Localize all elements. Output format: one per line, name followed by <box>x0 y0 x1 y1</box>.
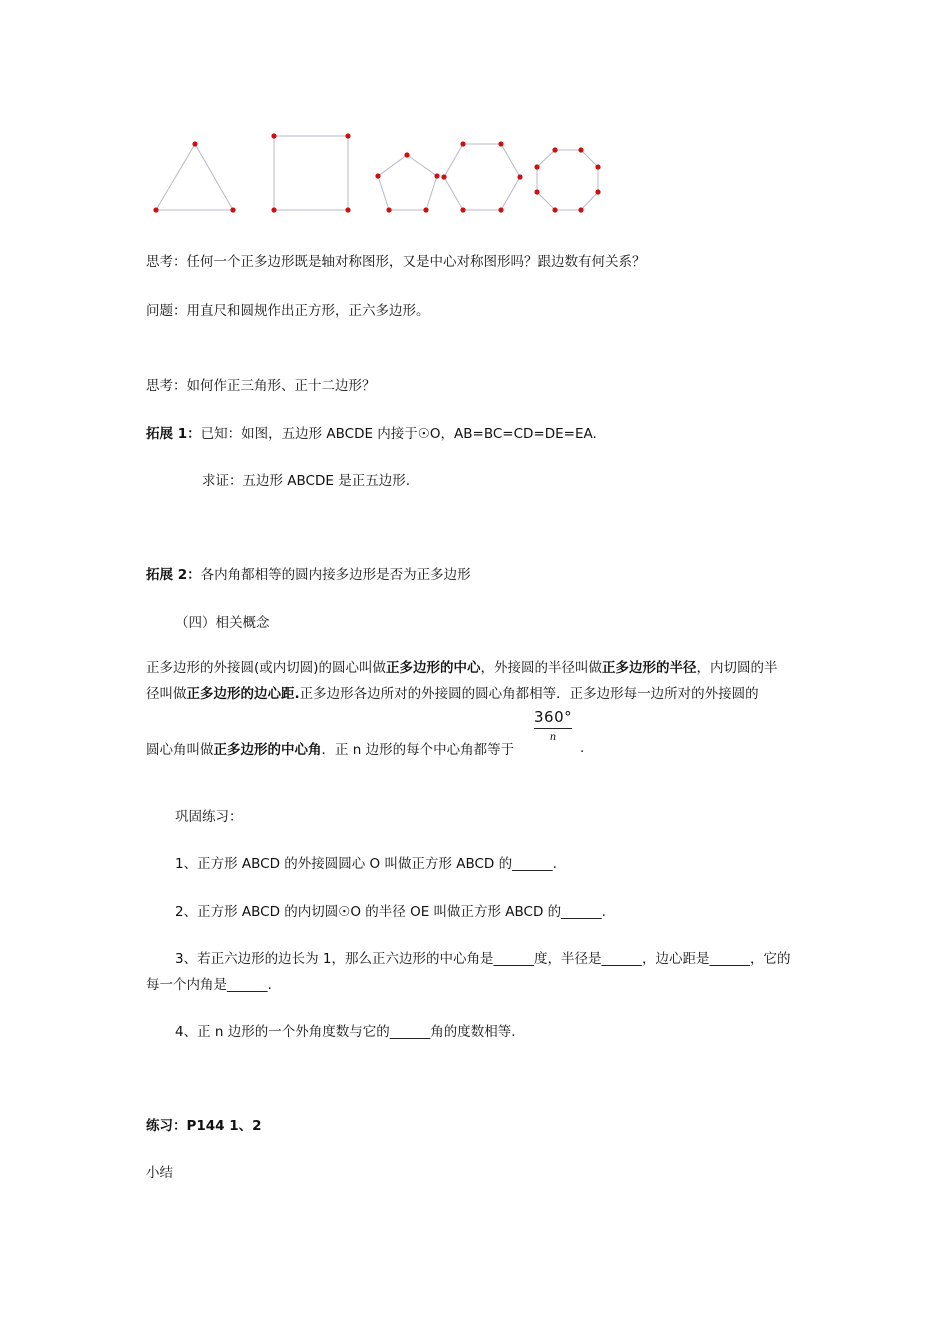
vertex-dot <box>230 207 235 212</box>
extension-1-proof: 求证：五边形 ABCDE 是正五边形. <box>202 473 410 489</box>
extension-2 <box>146 565 471 585</box>
vertex-dot <box>271 207 276 212</box>
concept-text: ，内切圆的半 <box>696 660 778 676</box>
vertex-dot <box>153 207 158 212</box>
vertex-dot <box>578 147 583 152</box>
vertex-dot <box>404 152 409 157</box>
practice-heading: 巩固练习： <box>175 809 243 825</box>
vertex-dot <box>595 164 600 169</box>
vertex-dot <box>423 207 428 212</box>
vertex-dot <box>534 189 539 194</box>
vertex-dot <box>517 174 522 179</box>
concept-text: 正多边形各边所对的外接圆的圆心角都相等．正多边形每一边所对的外接圆的 <box>299 686 759 702</box>
problem-statement: 问题：用直尺和圆规作出正方形，正六多边形。 <box>146 303 430 319</box>
vertex-dot <box>192 141 197 146</box>
pentagon-shape <box>378 155 437 210</box>
extension-1-label: 拓展 1： <box>146 426 201 442</box>
vertex-dot <box>595 189 600 194</box>
concept-term-apothem: 正多边形的边心距. <box>186 686 300 702</box>
concept-text: ，外接圆的半径叫做 <box>480 660 603 676</box>
vertex-dot <box>460 141 465 146</box>
hexagon-shape <box>444 144 520 210</box>
section-heading: （四）相关概念 <box>175 615 270 631</box>
concept-term-radius: 正多边形的半径 <box>602 660 697 676</box>
concept-text: ．正 n 边形的每个中心角都等于 <box>321 742 515 758</box>
exercise-4: 4、正 n 边形的一个外角度数与它的______角的度数相等. <box>175 1024 516 1040</box>
vertex-dot <box>552 147 557 152</box>
concept-term-center: 正多边形的中心 <box>386 660 481 676</box>
vertex-dot <box>345 133 350 138</box>
extension-2-text: 各内角都相等的圆内接多边形是否为正多边形 <box>200 567 471 583</box>
triangle-shape <box>156 144 233 210</box>
vertex-dot <box>271 133 276 138</box>
vertex-dot <box>441 174 446 179</box>
vertex-dot <box>498 207 503 212</box>
vertex-dot <box>345 207 350 212</box>
exercise-1: 1、正方形 ABCD 的外接圆圆心 O 叫做正方形 ABCD 的______. <box>175 856 557 872</box>
octagon-shape <box>537 150 598 210</box>
exercise-3-line-1: 3、若正六边形的边长为 1，那么正六边形的中心角是______度，半径是______，边心距是______，它的 <box>175 951 791 967</box>
concept-text: 圆心角叫做 <box>146 742 214 758</box>
fraction-numerator: 360° <box>534 708 573 726</box>
fraction-denominator: n <box>549 732 557 743</box>
vertex-dot <box>578 207 583 212</box>
concept-text: 径叫做 <box>146 686 187 702</box>
fraction-bar <box>534 728 572 729</box>
central-angle-fraction <box>534 708 572 744</box>
vertex-dot <box>375 173 380 178</box>
vertex-dot <box>460 207 465 212</box>
sentence-end: . <box>580 740 585 756</box>
extension-1 <box>146 424 597 444</box>
vertex-dot <box>434 173 439 178</box>
square-shape <box>274 136 348 210</box>
exercise-2: 2、正方形 ABCD 的内切圆☉O 的半径 OE 叫做正方形 ABCD 的______. <box>175 904 606 920</box>
extension-1-text: 已知：如图，五边形 ABCDE 内接于☉O，AB=BC=CD=DE=EA. <box>200 426 597 442</box>
concept-term-central-angle: 正多边形的中心角 <box>213 742 322 758</box>
vertex-dot <box>498 141 503 146</box>
vertex-dot <box>552 207 557 212</box>
think-question-1: 思考：任何一个正多边形既是轴对称图形，又是中心对称图形吗？跟边数有何关系？ <box>146 254 646 270</box>
regular-polygons-figure <box>140 125 620 225</box>
homework-line: 练习：P144 1、2 <box>146 1118 262 1134</box>
concept-line-3 <box>146 740 514 760</box>
vertex-dot <box>386 207 391 212</box>
vertex-dot <box>534 164 539 169</box>
think-question-2: 思考：如何作正三角形、正十二边形？ <box>146 378 376 394</box>
summary-heading: 小结 <box>146 1165 173 1181</box>
concept-paragraph <box>146 655 810 707</box>
extension-2-label: 拓展 2： <box>146 567 201 583</box>
exercise-3-line-2: 每一个内角是______. <box>146 977 272 993</box>
concept-text: 正多边形的外接圆(或内切圆)的圆心叫做 <box>146 660 387 676</box>
